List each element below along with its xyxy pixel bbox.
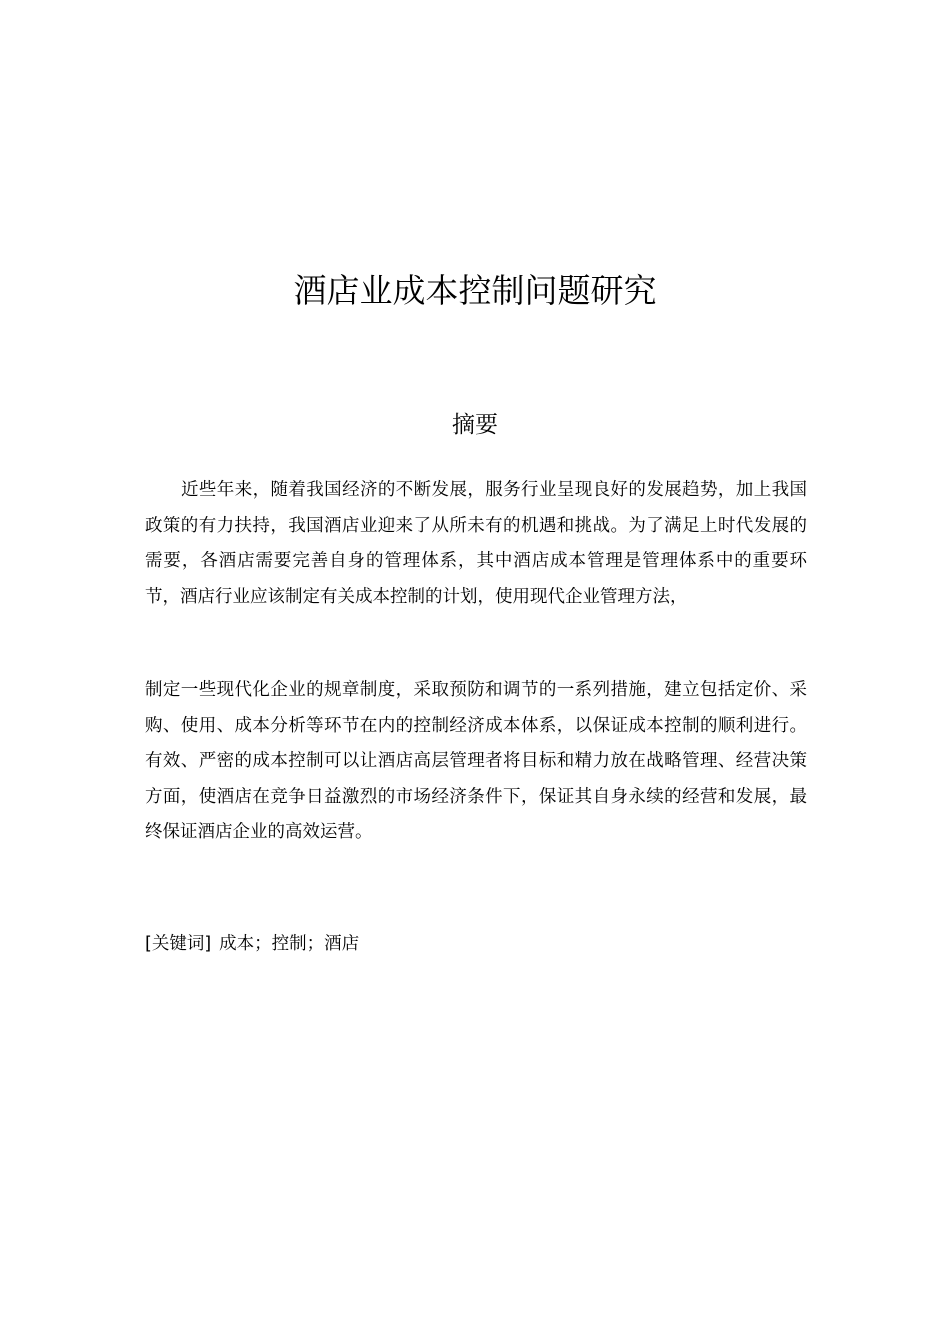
keywords-label: [关键词] [145, 934, 212, 954]
keywords-value: 成本；控制；酒店 [219, 934, 360, 954]
abstract-heading: 摘要 [452, 412, 498, 438]
document-title: 酒店业成本控制问题研究 [293, 271, 657, 310]
abstract-paragraph-1: 近些年来，随着我国经济的不断发展，服务行业呈现良好的发展趋势，加上我国政策的有力扶持，我国酒店业迎来了从所未有的机遇和挑战。为了满足上时代发展的需要，各酒店需要完善自身的管理体系，其中酒店成本管理是管理体系中的重要环节，酒店行业应该制定有关成本控制的计划，使用现代企业管理方法， [145, 480, 807, 607]
keywords-line [145, 928, 807, 960]
abstract-paragraph-2: 制定一些现代化企业的规章制度，采取预防和调节的一系列措施，建立包括定价、采购、使用、成本分析等环节在内的控制经济成本体系，以保证成本控制的顺利进行。有效、严密的成本控制可以让酒店高层管理者将目标和精力放在战略管理、经营决策方面，使酒店在竞争日益激烈的市场经济条件下，保证其自身永续的经营和发展，最终保证酒店企业的高效运营。 [145, 680, 807, 842]
